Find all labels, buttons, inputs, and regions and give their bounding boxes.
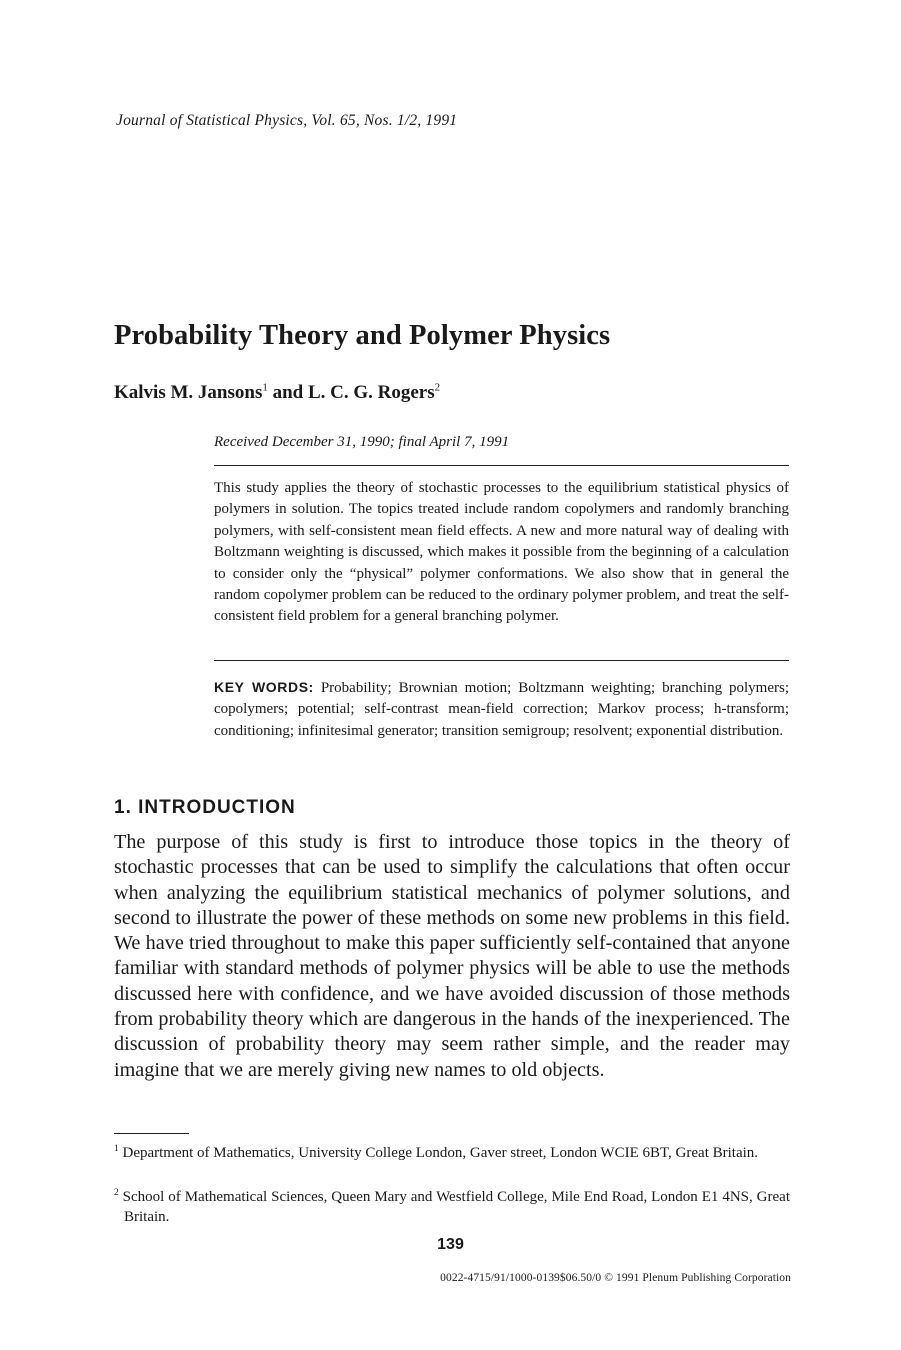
affiliation-mark: 1 (262, 381, 268, 394)
footnote-1 (114, 1143, 790, 1163)
received-dates: Received December 31, 1990; final April 7, 1991 (214, 434, 510, 450)
key-words-list: Probability; Brownian motion; Boltzmann weighting; branching polymers; copolymers; potential; self-contrast mean-field correction; Markov process; h-transform; conditioning; infinitesimal generator; transition semigroup; resolvent; exponential distribution. (214, 680, 789, 739)
paper-title: Probability Theory and Polymer Physics (114, 320, 611, 351)
author-name: L. C. G. Rogers (307, 382, 435, 403)
footnote-text: Department of Mathematics, University College London, Gaver street, London WCIE 6BT, Great Britain. (118, 1145, 759, 1161)
affiliation-mark: 2 (434, 381, 441, 394)
footnote-rule (114, 1133, 189, 1134)
page-number: 139 (437, 1236, 464, 1253)
footnote-mark: 2 (114, 1188, 119, 1198)
footnote-2 (114, 1187, 790, 1227)
key-words (214, 677, 789, 742)
author-name: Kalvis M. Jansons (114, 382, 263, 403)
footnote-mark: 1 (114, 1144, 119, 1154)
author-line (114, 382, 440, 404)
abstract: This study applies the theory of stochastic processes to the equilibrium statistical physics of polymers in solution. The topics treated include random copolymers and randomly branching polymers, with self-consistent mean field effects. A new and more natural way of dealing with Boltzmann weighting is discussed, which makes it possible from the beginning of a calculation to consider only the “physical” polymer conformations. We also show that in general the random copolymer problem can be reduced to the ordinary polymer problem, and treat the self-consistent field problem for a general branching polymer. (214, 480, 789, 625)
abstract-top-rule (214, 465, 789, 466)
abstract-bottom-rule (214, 660, 789, 661)
journal-citation: Journal of Statistical Physics, Vol. 65, Nos. 1/2, 1991 (116, 112, 458, 129)
footnote-text: School of Mathematical Sciences, Queen Mary and Westfield College, Mile End Road, London E1 4NS, Great Britain. (118, 1189, 790, 1225)
publisher-imprint: 0022-4715/91/1000-0139$06.50/0 © 1991 Plenum Publishing Corporation (440, 1272, 791, 1284)
key-words-label: KEY WORDS: (214, 679, 314, 695)
introduction-paragraph: The purpose of this study is first to introduce those topics in the theory of stochastic processes that can be used to simplify the calculations that often occur when analyzing the equilibrium statistical mechanics of polymer solutions, and second to illustrate the power of these methods on some new problems in this field. We have tried throughout to make this paper sufficiently self-contained that anyone familiar with standard methods of polymer physics will be able to use the methods discussed here with confidence, and we have avoided discussion of those methods from probability theory which are dangerous in the hands of the inexperienced. The discussion of probability theory may seem rather simple, and the reader may imagine that we are merely giving new names to old objects. (114, 831, 790, 1081)
author-joiner: and (267, 382, 308, 403)
section-heading: 1. INTRODUCTION (114, 797, 296, 818)
